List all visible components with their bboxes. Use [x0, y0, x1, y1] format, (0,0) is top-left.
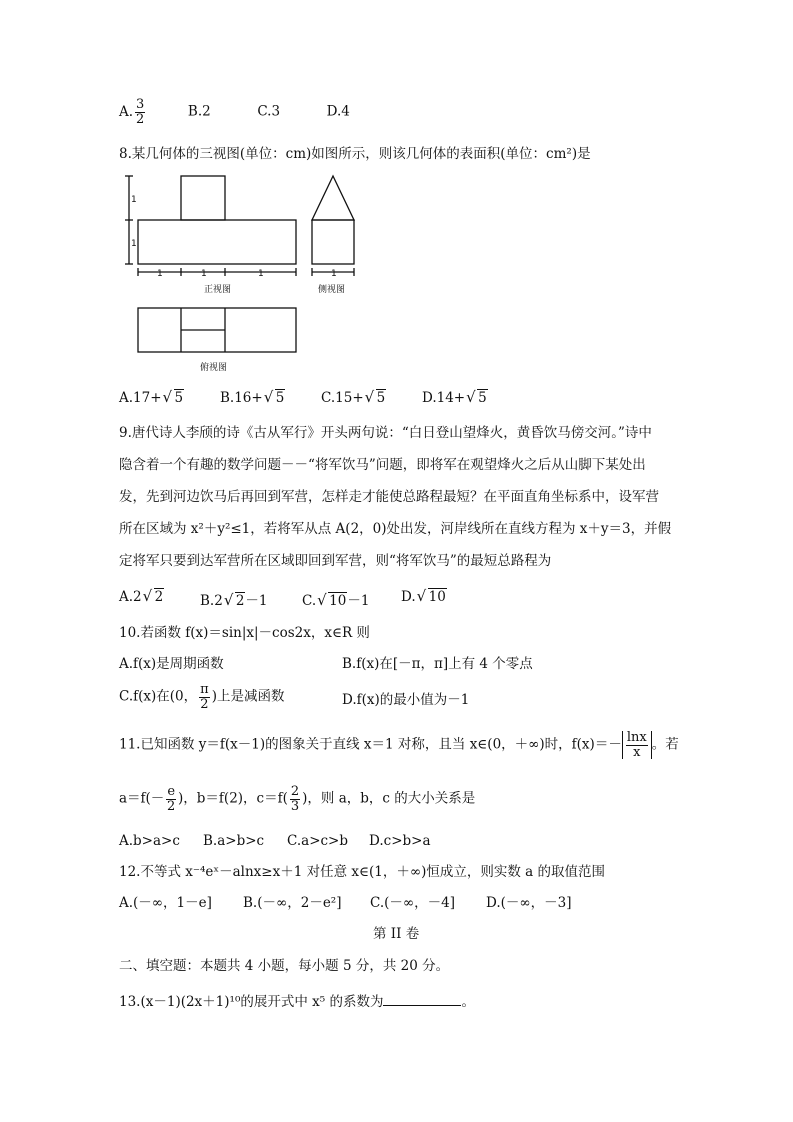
fraction: $\frac{\ln x}{x}$ — [626, 730, 647, 760]
sqrt: √ 5 — [365, 390, 387, 406]
dim-label: 1 — [201, 269, 207, 279]
q7-option-d: D.4 — [326, 103, 350, 120]
fraction: $\frac{\pi}{2}$ — [200, 682, 209, 712]
q9-option-b: B.2√ 2－1 — [200, 589, 268, 609]
q8-option-d: D.14+√ 5 — [422, 390, 488, 406]
q12-stem: 12.不等式 x⁻⁴eˣ－alnx≥x＋1 对任意 x∈(1，＋∞)恒成立，则实数 a 的取值范围 — [119, 864, 605, 880]
side-view-label: 侧视图 — [318, 285, 346, 295]
q9-option-a: A.2√ 2 — [119, 589, 164, 605]
q11-line-2: a＝f(－ $\frac{e}{2}$ )，b＝f(2)，c＝f( $\frac{2}{3}$ )，则 a，b，c 的大小关系是 — [119, 784, 476, 814]
q9-option-c: C.√ 10－1 — [302, 589, 369, 609]
q9-line-3: 发，先到河边饮马后再回到军营，怎样走才能使总路程最短？在平面直角坐标系中，设军营 — [119, 489, 659, 505]
answer-blank[interactable] — [383, 993, 461, 1006]
dim-label: 1 — [258, 269, 264, 279]
section-heading: 二、填空题：本题共 4 小题，每小题 5 分，共 20 分。 — [119, 958, 450, 974]
front-view-top-box — [181, 176, 225, 220]
q7-option-c: C.3 — [257, 103, 281, 120]
q12-option-a: A.(－∞，1－e] — [119, 895, 212, 911]
side-view-box — [312, 220, 354, 264]
sqrt: √ 10 — [317, 593, 347, 609]
side-view-triangle — [312, 176, 354, 220]
dim-label: 1 — [131, 195, 137, 205]
q9-line-5: 定将军只要到达军营所在区域即回到军营，则“将军饮马”的最短总路程为 — [119, 553, 552, 569]
q7-option-a: A. $\frac{3}{2}$ — [119, 97, 145, 127]
q9-line-4: 所在区域为 x²＋y²≤1，若将军从点 A(2，0)处出发，河岸线所在直线方程为 x＋y＝3，并假 — [119, 521, 672, 537]
q9-line-2: 隐含着一个有趣的数学问题－－“将军饮马”问题，即将军在观望烽火之后从山脚下某处出 — [119, 457, 646, 473]
front-view-base — [138, 220, 296, 264]
q11-option-d: D.c>b>a — [369, 833, 431, 849]
three-view-figure — [118, 168, 368, 378]
dim-label: 1 — [157, 269, 163, 279]
q9-line-1: 9.唐代诗人李颀的诗《古从军行》开头两句说：“白日登山望烽火，黄昏饮马傍交河。”诗中 — [119, 425, 652, 441]
q11-option-c: C.a>c>b — [287, 833, 349, 849]
q12-option-c: C.(－∞，－4] — [370, 895, 456, 911]
fraction: $\frac{e}{2}$ — [167, 784, 176, 814]
q9-option-d: D.√ 10 — [401, 589, 447, 605]
q12-option-b: B.(－∞，2－e²] — [243, 895, 342, 911]
q13-stem: 13.(x－1)(2x＋1)¹⁰的展开式中 x⁵ 的系数为 。 — [119, 994, 475, 1010]
part-title: 第 II 卷 — [373, 926, 420, 942]
sqrt: √ 5 — [163, 390, 185, 406]
sqrt: √ 5 — [264, 390, 286, 406]
front-view-label: 正视图 — [204, 285, 232, 295]
absolute-value — [622, 731, 652, 759]
dim-label: 1 — [131, 239, 137, 249]
fraction: $\frac{2}{3}$ — [290, 784, 300, 814]
q7-options — [119, 98, 350, 126]
q10-option-a: A.f(x)是周期函数 — [119, 656, 224, 672]
q8-option-c: C.15+√ 5 — [321, 390, 386, 406]
q10-option-c: C.f(x)在(0， $\frac{\pi}{2}$ )上是减函数 — [119, 682, 285, 712]
q11-option-b: B.a>b>c — [203, 833, 265, 849]
top-view-label: 俯视图 — [200, 363, 228, 373]
q8-stem: 8.某几何体的三视图(单位：cm)如图所示，则该几何体的表面积(单位：cm²)是 — [119, 146, 591, 162]
sqrt: √ 2 — [224, 593, 246, 609]
sqrt: √ 10 — [417, 589, 447, 605]
q8-option-b: B.16+√ 5 — [220, 390, 285, 406]
dim-label: 1 — [331, 269, 337, 279]
q11-stem: 11.已知函数 y＝f(x－1)的图象关于直线 x＝1 对称，且当 x∈(0，＋∞)时，f(x)＝－ $\frac{\ln x}{x}$ 。若 — [119, 730, 679, 760]
q12-option-d: D.(－∞，－3] — [486, 895, 572, 911]
q10-option-d: D.f(x)的最小值为－1 — [342, 692, 470, 708]
q11-option-a: A.b>a>c — [119, 833, 180, 849]
sqrt: √ 5 — [466, 390, 488, 406]
q10-option-b: B.f(x)在[－π，π]上有 4 个零点 — [342, 656, 533, 672]
q7-option-b: B.2 — [187, 103, 211, 120]
q8-option-a: A.17+√ 5 — [119, 390, 184, 406]
fraction: $\frac{3}{2}$ — [136, 97, 145, 127]
q10-stem: 10.若函数 f(x)＝sin|x|－cos2x，x∈R 则 — [119, 625, 370, 641]
sqrt: √ 2 — [143, 589, 165, 605]
